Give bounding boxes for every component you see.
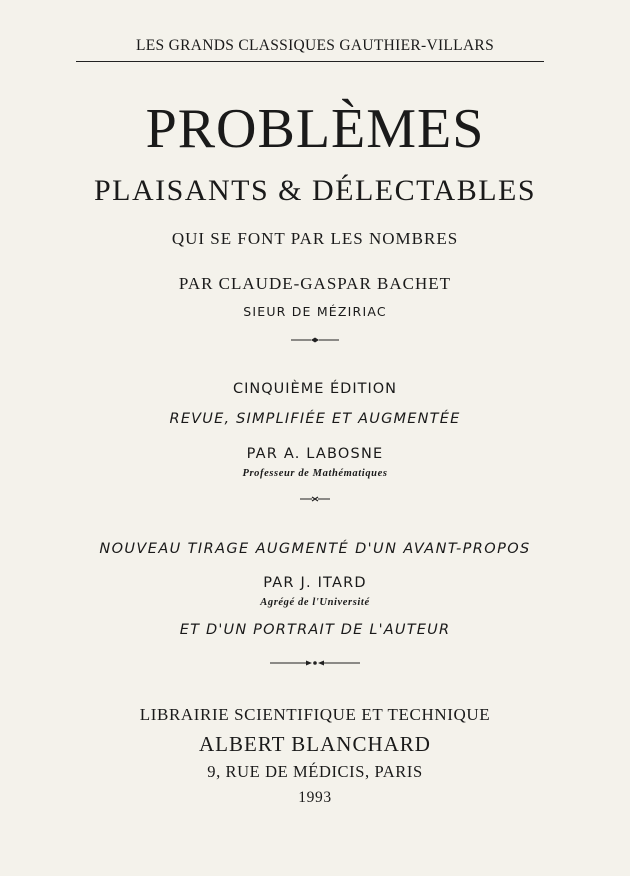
publisher-line: LIBRAIRIE SCIENTIFIQUE ET TECHNIQUE (139, 705, 491, 724)
book-subtitle: PLAISANTS & DÉLECTABLES (93, 174, 537, 207)
ornament-divider (0, 495, 630, 503)
edition-line: CINQUIÈME ÉDITION (233, 381, 397, 397)
header-rule (76, 61, 544, 62)
preface-author: PAR J. ITARD (263, 575, 367, 591)
publisher-name: ALBERT BLANCHARD (199, 732, 431, 756)
publisher-address: 9, RUE DE MÉDICIS, PARIS (207, 762, 423, 781)
ornament-divider (0, 659, 630, 667)
portrait-line: ET D'UN PORTRAIT DE L'AUTEUR (179, 622, 451, 638)
editor-line: PAR A. LABOSNE (246, 446, 384, 462)
ornament-divider (0, 336, 630, 344)
author-title: SIEUR DE MÉZIRIAC (243, 304, 387, 319)
preface-author-title: Agrégé de l'Université (260, 597, 370, 608)
reprint-line: NOUVEAU TIRAGE AUGMENTÉ D'UN AVANT-PROPOS (99, 541, 531, 557)
book-title: PROBLÈMES (145, 98, 485, 160)
author-line: PAR CLAUDE-GASPAR BACHET (178, 274, 452, 293)
series-name: LES GRANDS CLASSIQUES GAUTHIER-VILLARS (135, 37, 494, 54)
publication-year: 1993 (298, 789, 332, 806)
book-tagline: QUI SE FONT PAR LES NOMBRES (171, 229, 459, 248)
revision-line: REVUE, SIMPLIFIÉE ET AUGMENTÉE (169, 411, 461, 427)
editor-title: Professeur de Mathématiques (242, 468, 388, 479)
